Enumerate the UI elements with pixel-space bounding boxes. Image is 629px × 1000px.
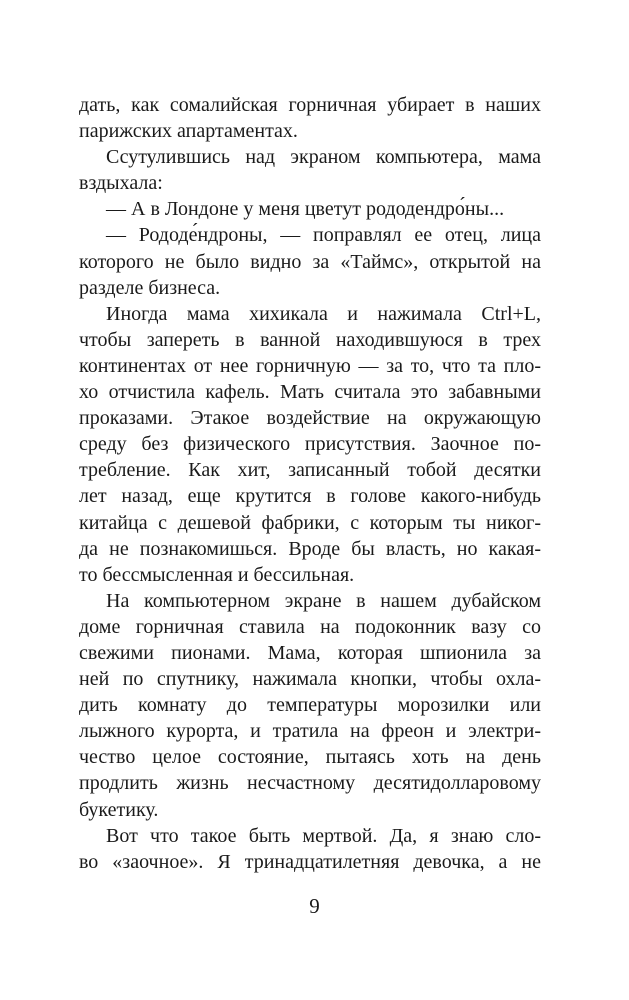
text-line: доме горничная ставила на подоконник вазу со — [79, 615, 541, 638]
text-line: да не познакомишься. Вроде бы власть, но какая- — [79, 537, 541, 560]
page-number: 9 — [309, 894, 320, 918]
text-line: среду без физического присутствия. Заочное по- — [79, 433, 541, 456]
text-line: лет назад, еще крутится в голове какого-нибудь — [79, 485, 541, 508]
text-line: Ссутулившись над экраном компьютера, мама — [106, 146, 541, 169]
text-line: континентах от нее горничную — за то, что та пло- — [79, 354, 541, 377]
text-line: то бессмысленная и бессильная. — [79, 563, 355, 586]
text-line: чтобы запереть в ванной находившуюся в трех — [79, 328, 541, 351]
text-line: проказами. Этакое воздействие на окружающую — [79, 407, 541, 430]
text-line: ней по спутнику, нажимала кнопки, чтобы охла- — [79, 668, 541, 691]
text-line: дать, как сомалийская горничная убирает в наших — [79, 94, 541, 116]
text-line: парижских апартаментах. — [79, 120, 298, 143]
text-line: Вот что такое быть мертвой. Да, я знаю сло- — [106, 824, 541, 847]
text-line: во «заочное». Я тринадцатилетняя девочка, а не — [79, 850, 541, 873]
text-line: которого не было видно за «Таймс», открытой на — [79, 250, 541, 273]
text-line: — А в Лондоне у меня цветут рододендро́ны... — [106, 198, 505, 221]
text-line: требление. Как хит, записанный тобой десятки — [79, 459, 541, 482]
text-line: китайца с дешевой фабрики, с которым ты никог- — [79, 511, 541, 534]
text-line: лыжного курорта, и тратила на фреон и электри- — [79, 720, 541, 743]
text-line: продлить жизнь несчастному десятидолларовому — [79, 772, 541, 795]
text-line: дить комнату до температуры морозилки или — [79, 694, 541, 717]
text-line: На компьютерном экране в нашем дубайском — [106, 589, 541, 612]
text-line: разделе бизнеса. — [79, 276, 221, 299]
body-text — [79, 92, 541, 875]
text-line: чество целое состояние, пытаясь хоть на день — [79, 746, 541, 769]
text-line: хо отчистила кафель. Мать считала это забавными — [79, 381, 541, 404]
text-line: вздыхала: — [79, 172, 163, 195]
text-line: свежими пионами. Мама, которая шпионила за — [79, 641, 541, 664]
text-line: Иногда мама хихикала и нажимала Ctrl+L, — [106, 302, 541, 325]
text-line: — Рододе́ндроны, — поправлял ее отец, лица — [106, 224, 541, 247]
text-line: букетику. — [79, 798, 159, 821]
